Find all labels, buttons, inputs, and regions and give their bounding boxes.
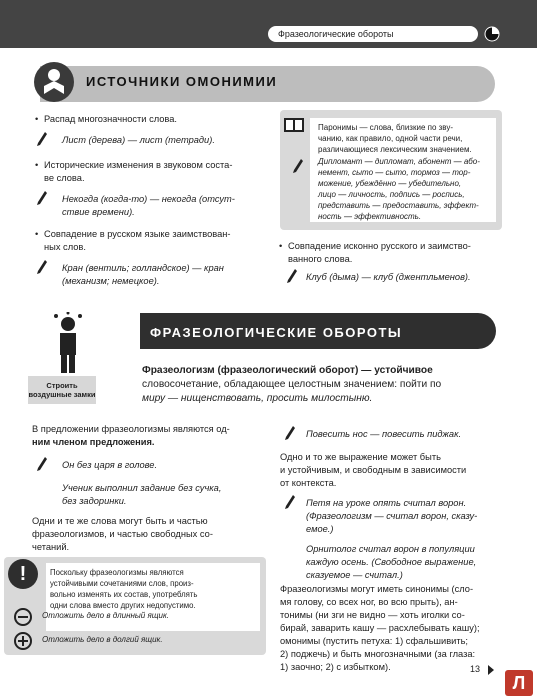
note-line: одни слова вместо других недопустимо.	[50, 601, 196, 610]
paragraph	[280, 583, 506, 674]
section-title: ФРАЗЕОЛОГИЧЕСКИЕ ОБОРОТЫ	[150, 325, 403, 340]
line: четаний.	[32, 542, 70, 552]
line: ним членом предложения.	[32, 437, 155, 447]
line: Одно и то же выражение может быть	[280, 452, 441, 462]
example-block	[306, 497, 502, 536]
line: Петя на уроке опять считал ворон.	[306, 498, 467, 508]
line: Орнитолог считал ворон в популяции	[306, 544, 475, 554]
ex-line: Дипломант — дипломат, абонент — або-	[318, 157, 480, 166]
definition	[142, 364, 502, 406]
note-text	[50, 567, 258, 611]
thinker-figure-icon	[50, 312, 86, 374]
line: емое.)	[306, 524, 334, 534]
example-block	[306, 543, 502, 582]
line: тонимы (ни зги не видно — хоть иголки со-	[280, 610, 465, 620]
def-line: Фразеологизм (фразеологический оборот) — устойчивое	[142, 365, 433, 376]
exclamation-icon: !	[8, 559, 38, 589]
line: каждую осень. (Свободное выражение,	[306, 557, 477, 567]
example: Кран (вентиль; голландское) — кран	[62, 263, 224, 273]
line: 2) поджечь) и быть многозначными (за глаза:	[280, 649, 476, 659]
line: сказуемое — считал.)	[306, 570, 403, 580]
def-line: чанию, как правило, одной части речи,	[318, 134, 463, 143]
pen-icon	[292, 158, 304, 174]
bullet-item: • Исторические изменения в звуковом соста-	[44, 159, 232, 172]
bullet-item: • Распад многозначности слова.	[44, 113, 177, 126]
paragraph	[32, 515, 262, 554]
search-icon[interactable]	[461, 27, 475, 41]
example-cont: ствие времени).	[62, 207, 135, 217]
bullet-item: • Совпадение в русском языке заимствован-	[44, 228, 231, 241]
bullet-item-cont: ных слов.	[44, 242, 86, 252]
ex-line: представить — предоставить, эффект-	[318, 201, 479, 210]
page-number: 13	[470, 664, 481, 674]
example: Клуб (дыма) — клуб (джентльменов).	[306, 272, 471, 282]
def-line: различающиеся лексическим значением.	[318, 145, 472, 154]
book-icon	[283, 117, 305, 133]
pen-icon	[36, 190, 48, 206]
reader-icon	[34, 62, 74, 102]
line: Фразеологизмы могут иметь синонимы (сло-	[280, 584, 474, 594]
note-line: устойчивыми сочетаниями слов, произ-	[50, 579, 194, 588]
line: 1) заочно; 2) с избытком).	[280, 662, 391, 672]
paronyms-examples	[318, 156, 494, 222]
ex-line: немент, сыто — сыто, тормоз — тор-	[318, 168, 471, 177]
example-cont: (механизм; немецкое).	[62, 276, 160, 286]
line: бирай, заварить кашу — расхлебывать кашу);	[280, 623, 480, 633]
line: и устойчивым, и свободным в зависимости	[280, 465, 467, 475]
ex-line: можение, убеждённо — убедительно,	[318, 179, 462, 188]
pen-icon	[284, 494, 296, 510]
example: Некогда (когда-то) — некогда (отсут-	[62, 194, 235, 204]
note-line: вольно изменять их состав, употреблять	[50, 590, 198, 599]
pen-icon	[36, 131, 48, 147]
caption-tag: Строить воздушные замки	[28, 376, 96, 404]
reader-badge	[34, 62, 74, 102]
paragraph	[280, 451, 500, 490]
pie-chart-icon	[484, 26, 500, 42]
example: Он без царя в голове.	[62, 460, 158, 470]
plus-icon	[14, 632, 32, 650]
minus-icon	[14, 608, 32, 626]
ex-line: лицо — личность, подпись — роспись,	[318, 190, 465, 199]
bullet-item-cont: ванного слова.	[288, 254, 353, 264]
next-page-arrow-icon[interactable]	[488, 665, 494, 675]
paronyms-definition	[318, 122, 494, 155]
correct-example: Отложить дело в долгий ящик.	[42, 635, 163, 644]
pen-icon	[286, 268, 298, 284]
wrong-example: Отложить дело в длинный ящик.	[42, 611, 170, 620]
publisher-logo: Л	[505, 670, 533, 696]
line: от контекста.	[280, 478, 337, 488]
search-box[interactable]: Фразеологические обороты	[268, 26, 478, 42]
example: Лист (дерева) — лист (тетради).	[62, 135, 215, 145]
line: В предложении фразеологизмы являются од-	[32, 424, 230, 434]
def-line: Паронимы — слова, близкие по зву-	[318, 123, 454, 132]
line: фразеологизмов, и частью свободных со-	[32, 529, 213, 539]
example: Ученик выполнил задание без сучка,	[62, 483, 222, 493]
def-line: миру — нищенствовать, просить милостыню.	[142, 393, 373, 404]
pen-icon	[36, 259, 48, 275]
line: мя голову, со всех ног, во всю прыть), ан-	[280, 597, 458, 607]
pen-icon	[284, 425, 296, 441]
example-cont: без задоринки.	[62, 496, 127, 506]
ex-line: ность — эффективность.	[318, 212, 422, 221]
def-line: словосочетание, обладающее целостным значением: пойти по	[142, 379, 442, 390]
line: (Фразеологизм — считал ворон, сказу-	[306, 511, 478, 521]
line: Одни и те же слова могут быть и частью	[32, 516, 208, 526]
pen-icon	[36, 456, 48, 472]
paragraph	[32, 423, 262, 449]
line: омонимы (пустить петуха: 1) сфальшивить;	[280, 636, 469, 646]
section-title: ИСТОЧНИКИ ОМОНИМИИ	[86, 74, 278, 89]
example: Повесить нос — повесить пиджак.	[306, 429, 462, 439]
bullet-item-cont: ве слова.	[44, 173, 85, 183]
note-line: Поскольку фразеологизмы являются	[50, 568, 184, 577]
bullet-item: • Совпадение исконно русского и заимство-	[288, 240, 471, 253]
